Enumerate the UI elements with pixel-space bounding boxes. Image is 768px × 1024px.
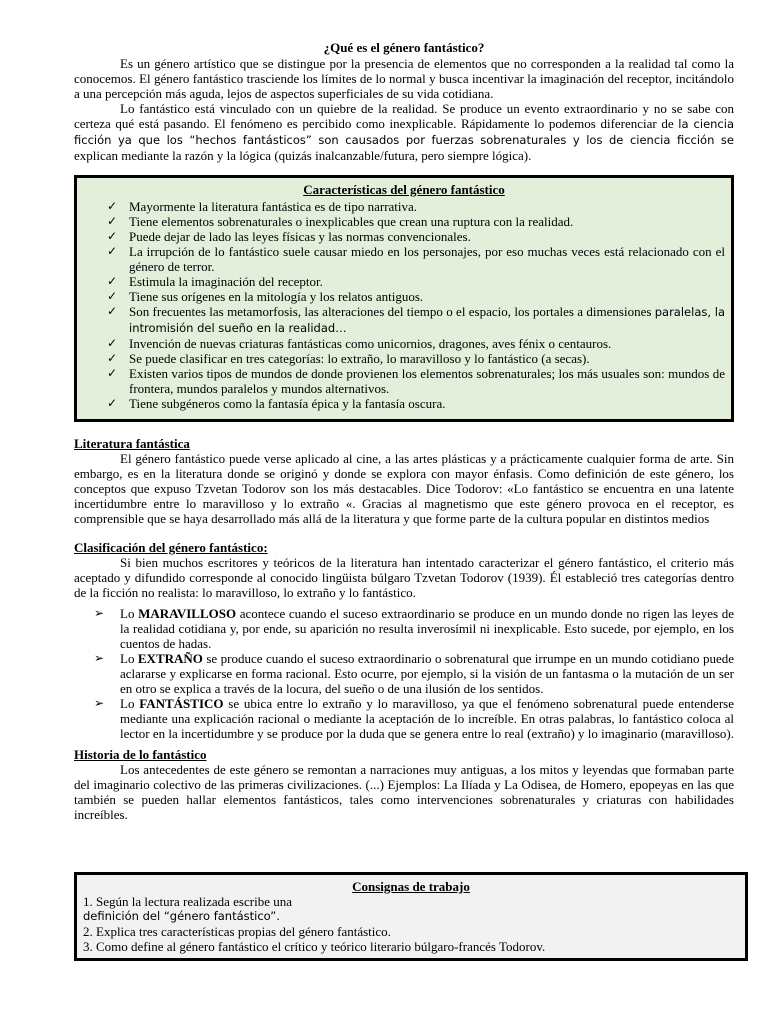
list-item-text: Se puede clasificar en tres categorías: lo extraño, lo maravilloso y lo fantástico (a secas). xyxy=(129,351,590,366)
check-icon: ✓ xyxy=(107,214,118,228)
list-item-text: Mayormente la literatura fantástica es de tipo narrativa. xyxy=(129,199,418,214)
list-item xyxy=(107,304,725,336)
list-item-text: se produce cuando el suceso extraordinario o sobrenatural que irrumpe en un mundo cotidiano puede aclararse y explicarse en forma racional. Esto ocurre, por ejemplo, si la visión de un fantasma o la mutación de un ser en otro se explica a través de la locura, del sueño o de una ilusión de los sentidos. xyxy=(120,651,734,696)
list-item-text: Invención de nuevas criaturas fantásticas como unicornios, dragones, aves fénix o centauros. xyxy=(129,336,612,351)
list-item-text: Son frecuentes las metamorfosis, las alteraciones del tiempo o el espacio, los portales a dimensiones xyxy=(129,304,655,319)
arrow-bullet-icon: ➢ xyxy=(94,651,105,665)
list-item xyxy=(94,651,734,696)
check-icon: ✓ xyxy=(107,336,118,350)
intro-p2-part-c: explican mediante la razón y la lógica (quizás inalcanzable/futura, pero siempre lógica). xyxy=(74,148,532,163)
list-item xyxy=(107,229,725,244)
list-item xyxy=(107,289,725,304)
historia-paragraph: Los antecedentes de este género se remontan a narraciones muy antiguas, a los mitos y leyendas que formaban parte del imaginario colectivo de las primeras civilizaciones. (...) Ejemplos: La Ilíada y La Odisea, de Homero, epopeyas en las que también se pueden hallar elementos fantásticos, tales como intervenciones sobrenaturales y criaturas con habilidades increíbles. xyxy=(74,762,734,822)
list-item-text: La irrupción de lo fantástico suele causar miedo en los personajes, por eso muchas veces está relacionado con el género de terror. xyxy=(129,244,725,274)
list-item-text: Lo xyxy=(120,651,138,666)
check-icon: ✓ xyxy=(107,244,118,258)
list-item-text: Lo xyxy=(120,696,140,711)
characteristics-box xyxy=(74,175,734,422)
clasificacion-heading: Clasificación del género fantástico: xyxy=(74,540,268,555)
consigna-1b: definición del “género fantástico”. xyxy=(83,909,280,923)
document-title: ¿Qué es el género fantástico? xyxy=(323,40,485,55)
list-item xyxy=(107,351,725,366)
list-item xyxy=(107,244,725,274)
category-term: MARAVILLOSO xyxy=(138,606,237,621)
list-item-text: Estimula la imaginación del receptor. xyxy=(129,274,323,289)
check-icon: ✓ xyxy=(107,366,118,380)
list-item xyxy=(94,606,734,651)
consignas-box xyxy=(74,872,748,961)
check-icon: ✓ xyxy=(107,229,118,243)
consigna-2: 2. Explica tres características propias del género fantástico. xyxy=(83,924,391,939)
consigna-3: 3. Como define al género fantástico el crítico y teórico literario búlgaro-francés Todorov. xyxy=(83,939,546,954)
check-icon: ✓ xyxy=(107,199,118,213)
literatura-heading: Literatura fantástica xyxy=(74,436,190,451)
list-item xyxy=(107,396,725,411)
list-item-text-handwritten: paralelas, la intromisión del sueño en la realidad… xyxy=(129,305,725,335)
list-item-text: Lo xyxy=(120,606,139,621)
intro-p2-part-a: Lo fantástico está vinculado con un quiebre de la realidad. Se produce un evento extraordinario y no se sabe con certeza qué está pasando. El fenómeno es percibido como inexplicable. Rápidamente lo podemos diferenciar de xyxy=(74,101,734,131)
check-icon: ✓ xyxy=(107,304,118,318)
list-item xyxy=(107,214,725,229)
list-item xyxy=(107,366,725,396)
check-icon: ✓ xyxy=(107,351,118,365)
arrow-bullet-icon: ➢ xyxy=(94,696,105,710)
list-item-text: se ubica entre lo extraño y lo maravilloso, ya que el fenómeno sobrenatural puede entenderse mediante una explicación racional o mediante la aceptación de lo increíble. En otras palabras, lo fantástico coloca al lector en la incertidumbre y se produce por la duda que se genera entre lo real (extraño) y lo imaginario (maravilloso). xyxy=(120,696,735,741)
check-icon: ✓ xyxy=(107,274,118,288)
characteristics-list xyxy=(83,199,725,411)
clasificacion-list xyxy=(74,606,734,741)
historia-heading: Historia de lo fantástico xyxy=(74,747,207,762)
list-item xyxy=(107,274,725,289)
list-item-text: Tiene sus orígenes en la mitología y los relatos antiguos. xyxy=(129,289,424,304)
list-item-text: Puede dejar de lado las leyes físicas y las normas convencionales. xyxy=(129,229,471,244)
literatura-paragraph: El género fantástico puede verse aplicado al cine, a las artes plásticas y a prácticamente cualquier forma de arte. Sin embargo, es en la literatura donde se originó y donde se explora con mayor énfasis. Como definición de este género, los conceptos que expuso Tzvetan Todorov son los más destacables. Dice Todorov: «Lo fantástico se encuentra en una latente incertidumbre entre lo maravilloso y lo extraño «. Gracias al magnetismo que este género provoca en el receptor, es comprensible que se haya desarrollado más allá de la literatura y que forme parte de la cultura popular en distintos medios xyxy=(74,451,734,526)
list-item-text: Tiene elementos sobrenaturales o inexplicables que crean una ruptura con la realidad. xyxy=(129,214,574,229)
intro-paragraph-1: Es un género artístico que se distingue por la presencia de elementos que no corresponden a la realidad tal como la conocemos. El género fantástico trasciende los límites de lo normal y busca incentivar la imaginación del receptor, incitándolo a una percepción más aguda, lejos de aspectos superficiales de su vida cotidiana. xyxy=(74,56,734,101)
list-item xyxy=(107,199,725,214)
document-page xyxy=(74,40,734,822)
category-term: EXTRAÑO xyxy=(137,651,203,666)
check-icon: ✓ xyxy=(107,289,118,303)
category-term: FANTÁSTICO xyxy=(139,696,224,711)
arrow-bullet-icon: ➢ xyxy=(94,606,105,620)
characteristics-heading: Características del género fantástico xyxy=(303,182,505,197)
intro-p2-part-b: la ciencia ficción ya que los “hechos fantásticos” son causados por fuerzas sobrenaturales y los de ciencia ficción se xyxy=(74,117,734,147)
list-item-text: acontece cuando el suceso extraordinario se produce en un mundo donde no rigen las leyes de la realidad cotidiana y, por ende, su aparición no resulta inverosímil ni inexplicable. Esto sucede, por ejemplo, en los cuentos de hadas. xyxy=(120,606,734,651)
list-item xyxy=(94,696,734,741)
clasificacion-paragraph: Si bien muchos escritores y teóricos de la literatura han intentado caracterizar el género fantástico, el criterio más aceptado y difundido corresponde al conocido lingüista búlgaro Tzvetan Todorov (1939). Él estableció tres categorías dentro de la ficción no realista: lo maravilloso, lo extraño y lo fantástico. xyxy=(74,555,734,600)
consignas-heading: Consignas de trabajo xyxy=(352,879,470,894)
list-item-text: Existen varios tipos de mundos de donde provienen los elementos sobrenaturales; los más usuales son: mundos de frontera, mundos paralelos y mundos alternativos. xyxy=(129,366,725,396)
list-item-text: Tiene subgéneros como la fantasía épica y la fantasía oscura. xyxy=(129,396,446,411)
intro-paragraph-2 xyxy=(74,101,734,163)
check-icon: ✓ xyxy=(107,396,118,410)
consigna-1a: 1. Según la lectura realizada escribe una xyxy=(83,894,292,909)
list-item xyxy=(107,336,725,351)
